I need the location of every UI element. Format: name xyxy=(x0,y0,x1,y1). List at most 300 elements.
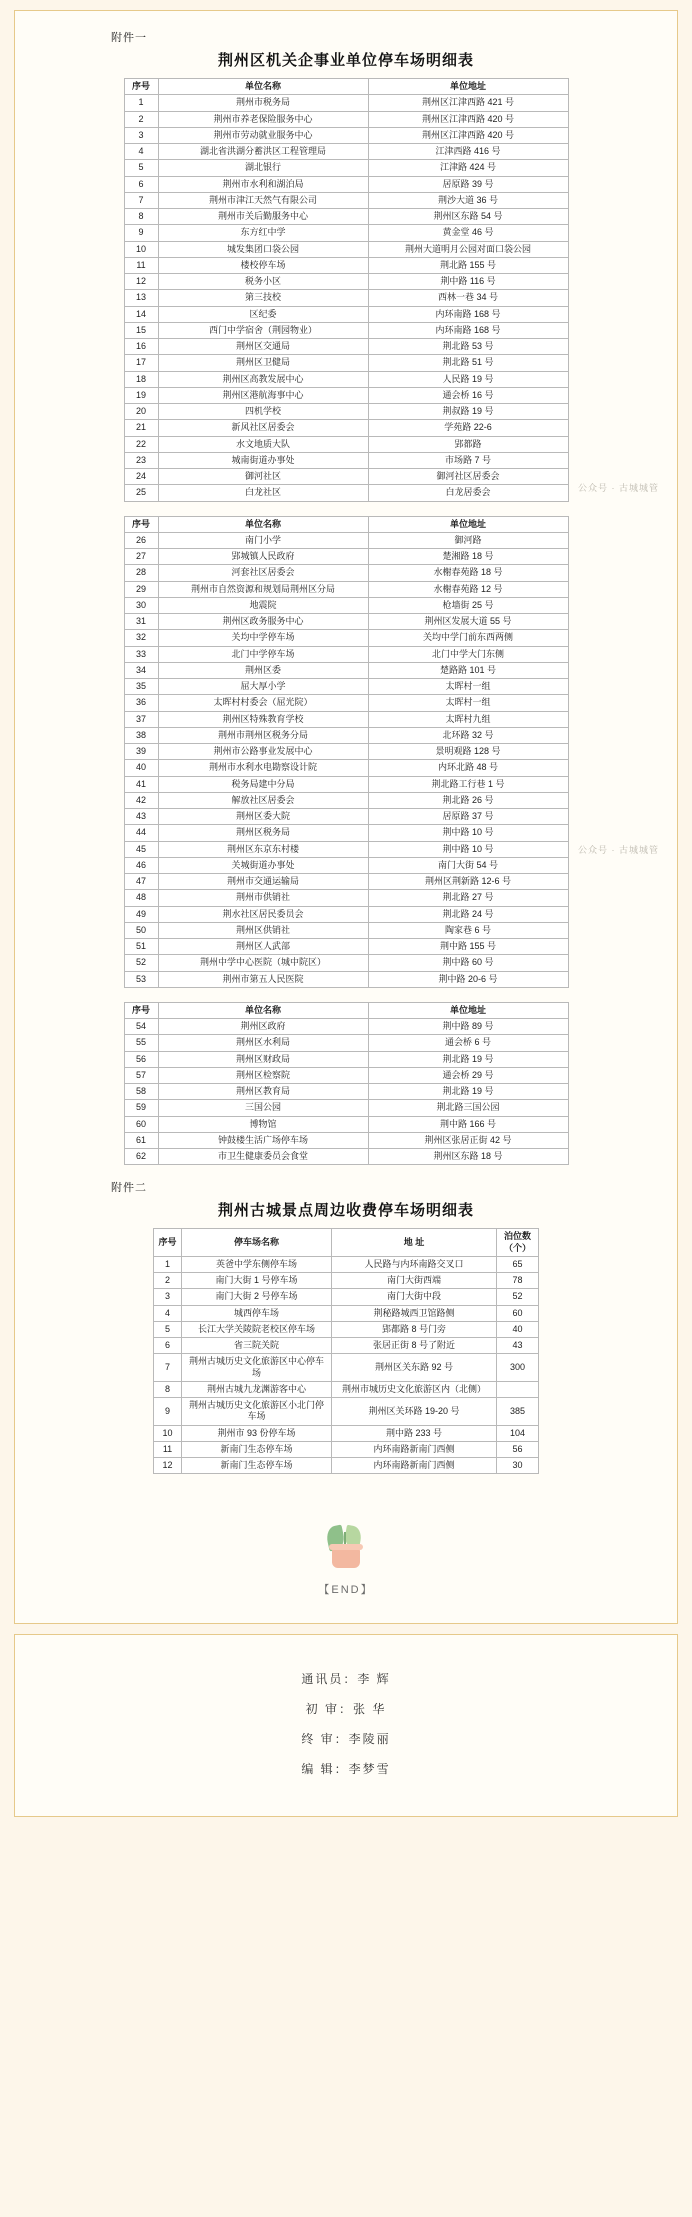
table-cell: 南门大街西端 xyxy=(332,1273,497,1289)
table-cell: 御河社区 xyxy=(158,469,368,485)
table-cell: 荆中路 166 号 xyxy=(368,1116,568,1132)
table-row xyxy=(124,597,568,613)
table-cell: 人民路与内环南路交叉口 xyxy=(332,1256,497,1272)
parking-table-1 xyxy=(124,78,569,502)
table-row xyxy=(124,469,568,485)
table-cell: 荆州古城九龙渊游客中心 xyxy=(182,1381,332,1397)
table-cell: 居原路 39 号 xyxy=(368,176,568,192)
credit-line xyxy=(15,1730,677,1747)
table-cell: 43 xyxy=(497,1338,539,1354)
table-cell: 48 xyxy=(124,890,158,906)
table-cell: 荆水社区居民委员会 xyxy=(158,906,368,922)
table-cell: 6 xyxy=(154,1338,182,1354)
table-cell: 荆中路 116 号 xyxy=(368,274,568,290)
table-cell: 关均中学停车场 xyxy=(158,630,368,646)
table-cell: 9 xyxy=(154,1398,182,1426)
table4-block xyxy=(33,1228,659,1474)
table-cell: 长江大学关陵院老校区停车场 xyxy=(182,1321,332,1337)
table-cell: 8 xyxy=(124,209,158,225)
table-cell: 10 xyxy=(124,241,158,257)
table-row xyxy=(154,1289,539,1305)
table-row xyxy=(124,662,568,678)
table-cell: 61 xyxy=(124,1132,158,1148)
table-row xyxy=(124,614,568,630)
table-cell: 郢城镇人民政府 xyxy=(158,549,368,565)
table-cell: 黄金堂 46 号 xyxy=(368,225,568,241)
table-cell: 御河社区居委会 xyxy=(368,469,568,485)
table-cell: 太晖村一组 xyxy=(368,695,568,711)
table-cell: 荆州市交通运输局 xyxy=(158,874,368,890)
table-row xyxy=(154,1338,539,1354)
table-cell: 7 xyxy=(124,192,158,208)
col-unit-address: 单位地址 xyxy=(368,79,568,95)
credit-name: 张 华 xyxy=(353,1702,387,1717)
table-cell: 景明观路 128 号 xyxy=(368,744,568,760)
table-cell: 枪墙街 25 号 xyxy=(368,597,568,613)
table-cell: 荆州市劳动就业服务中心 xyxy=(158,127,368,143)
table-cell: 地震院 xyxy=(158,597,368,613)
table-cell: 荆州区江津西路 420 号 xyxy=(368,127,568,143)
table-row xyxy=(124,241,568,257)
table-cell: 荆北路 19 号 xyxy=(368,1051,568,1067)
table-cell: 通会桥 16 号 xyxy=(368,387,568,403)
table-row xyxy=(124,760,568,776)
table-row xyxy=(124,192,568,208)
col-spaces: 泊位数（个） xyxy=(497,1229,539,1257)
table-cell: 荆州古城历史文化旅游区小北门停车场 xyxy=(182,1398,332,1426)
table-cell: 56 xyxy=(497,1441,539,1457)
table-cell: 13 xyxy=(124,290,158,306)
table-cell: 10 xyxy=(154,1425,182,1441)
table-cell: 荆州市城历史文化旅游区内（北侧） xyxy=(332,1381,497,1397)
table-row xyxy=(124,679,568,695)
table-cell: 荆北路 19 号 xyxy=(368,1084,568,1100)
table-cell: 西林一巷 34 号 xyxy=(368,290,568,306)
table-cell: 水文地质大队 xyxy=(158,436,368,452)
table-cell: 内环南路新南门西侧 xyxy=(332,1441,497,1457)
table-cell: 荆州区交通局 xyxy=(158,339,368,355)
table-cell: 16 xyxy=(124,339,158,355)
credit-name: 李 辉 xyxy=(357,1672,391,1687)
table-cell: 54 xyxy=(124,1019,158,1035)
table-cell: 27 xyxy=(124,549,158,565)
table-cell: 荆州区检察院 xyxy=(158,1067,368,1083)
table-row xyxy=(124,565,568,581)
table-cell: 50 xyxy=(124,922,158,938)
table-cell: 47 xyxy=(124,874,158,890)
table-row xyxy=(124,1067,568,1083)
table-cell: 51 xyxy=(124,939,158,955)
credit-name: 李梦雪 xyxy=(348,1762,391,1777)
table3-block xyxy=(33,1002,659,1166)
table-cell: 12 xyxy=(154,1458,182,1474)
table-cell: 荆秘路城西卫馆路侧 xyxy=(332,1305,497,1321)
table-row xyxy=(124,1132,568,1148)
table-cell: 12 xyxy=(124,274,158,290)
table-cell: 40 xyxy=(124,760,158,776)
table-cell: 荆州区东路 54 号 xyxy=(368,209,568,225)
table-row xyxy=(124,1116,568,1132)
table-cell: 17 xyxy=(124,355,158,371)
table-cell: 300 xyxy=(497,1354,539,1382)
table-cell: 内环北路 48 号 xyxy=(368,760,568,776)
table-row xyxy=(124,404,568,420)
table-cell: 荆沙大道 36 号 xyxy=(368,192,568,208)
table-row xyxy=(124,711,568,727)
table-cell: 江津西路 416 号 xyxy=(368,144,568,160)
table-cell: 32 xyxy=(124,630,158,646)
table-cell: 荆北路三国公园 xyxy=(368,1100,568,1116)
table-cell: 北门中学大门东侧 xyxy=(368,646,568,662)
table-row xyxy=(124,274,568,290)
table-header-row xyxy=(124,1002,568,1018)
table-cell: 湖北省洪湖分蓄洪区工程管理局 xyxy=(158,144,368,160)
end-area xyxy=(33,1488,659,1603)
table-row xyxy=(124,939,568,955)
table-cell: 荆州区张居正街 42 号 xyxy=(368,1132,568,1148)
table-row xyxy=(154,1305,539,1321)
table-row xyxy=(124,841,568,857)
table-cell: 1 xyxy=(154,1256,182,1272)
table-row xyxy=(154,1321,539,1337)
table-cell: 26 xyxy=(124,532,158,548)
table-row xyxy=(124,95,568,111)
table-row xyxy=(124,306,568,322)
table-cell: 荆州区财政局 xyxy=(158,1051,368,1067)
table-cell: 市卫生健康委员会食堂 xyxy=(158,1149,368,1165)
table-row xyxy=(124,1051,568,1067)
table-cell: 白龙社区 xyxy=(158,485,368,501)
table-row xyxy=(154,1398,539,1426)
table-cell: 荆中路 89 号 xyxy=(368,1019,568,1035)
table-cell: 三国公园 xyxy=(158,1100,368,1116)
table1-block xyxy=(33,78,659,502)
table-cell: 44 xyxy=(124,825,158,841)
table-cell: 太晖村九组 xyxy=(368,711,568,727)
table-row xyxy=(154,1354,539,1382)
col-unit-name: 单位名称 xyxy=(158,516,368,532)
table-cell: 荆州大道明月公园对面口袋公园 xyxy=(368,241,568,257)
table-cell: 通会桥 6 号 xyxy=(368,1035,568,1051)
table-cell: 南门大街 54 号 xyxy=(368,857,568,873)
table-row xyxy=(124,581,568,597)
table-cell: 23 xyxy=(124,452,158,468)
table-cell: 30 xyxy=(124,597,158,613)
table-cell: 市场路 7 号 xyxy=(368,452,568,468)
table-cell: 15 xyxy=(124,322,158,338)
table-cell: 内环南路 168 号 xyxy=(368,322,568,338)
table-cell: 5 xyxy=(154,1321,182,1337)
col-index: 序号 xyxy=(124,1002,158,1018)
table-cell: 河套社区居委会 xyxy=(158,565,368,581)
table-row xyxy=(124,127,568,143)
table-row xyxy=(124,225,568,241)
attachment1-title: 荆州区机关企事业单位停车场明细表 xyxy=(217,52,474,69)
table-row xyxy=(154,1256,539,1272)
credit-line xyxy=(15,1760,677,1777)
table-row xyxy=(124,1035,568,1051)
table-cell: 22 xyxy=(124,436,158,452)
table-row xyxy=(124,695,568,711)
table-row xyxy=(124,355,568,371)
table-row xyxy=(124,420,568,436)
table-cell: 北门中学停车场 xyxy=(158,646,368,662)
table-cell: 水榭春苑路 12 号 xyxy=(368,581,568,597)
table-row xyxy=(154,1381,539,1397)
table-row xyxy=(124,160,568,176)
table2-block xyxy=(33,516,659,988)
table-cell: 65 xyxy=(497,1256,539,1272)
table-cell: 北环路 32 号 xyxy=(368,727,568,743)
table-row xyxy=(124,339,568,355)
table-cell: 3 xyxy=(124,127,158,143)
table-cell: 28 xyxy=(124,565,158,581)
table-cell: 税务局建中分局 xyxy=(158,776,368,792)
table-cell: 35 xyxy=(124,679,158,695)
table-cell: 荆州区委 xyxy=(158,662,368,678)
table-row xyxy=(124,857,568,873)
table-cell: 4 xyxy=(124,144,158,160)
col-lot-name: 停车场名称 xyxy=(182,1229,332,1257)
table-cell: 385 xyxy=(497,1398,539,1426)
table-cell: 南门大街中段 xyxy=(332,1289,497,1305)
table-cell: 荆州区教育局 xyxy=(158,1084,368,1100)
table-cell: 白龙居委会 xyxy=(368,485,568,501)
table-cell: 太晖村一组 xyxy=(368,679,568,695)
table-cell: 5 xyxy=(124,160,158,176)
table-cell xyxy=(497,1381,539,1397)
table-cell: 东方红中学 xyxy=(158,225,368,241)
table-cell: 荆州市水利水电勘察设计院 xyxy=(158,760,368,776)
table-row xyxy=(124,532,568,548)
parking-table-2 xyxy=(124,516,569,988)
table-cell: 荆中路 60 号 xyxy=(368,955,568,971)
table-cell: 25 xyxy=(124,485,158,501)
table-cell: 43 xyxy=(124,809,158,825)
table-cell: 荆州区卫健局 xyxy=(158,355,368,371)
table-cell: 40 xyxy=(497,1321,539,1337)
table-cell: 36 xyxy=(124,695,158,711)
table-cell: 荆中路 10 号 xyxy=(368,825,568,841)
table-cell: 荆州市第五人民医院 xyxy=(158,971,368,987)
table-cell: 四机学校 xyxy=(158,404,368,420)
table-cell: 新南门生态停车场 xyxy=(182,1441,332,1457)
table-cell: 78 xyxy=(497,1273,539,1289)
table-row xyxy=(124,776,568,792)
table-cell: 荆州市荆州区税务分局 xyxy=(158,727,368,743)
table-cell: 荆州区关东路 92 号 xyxy=(332,1354,497,1382)
watermark-1: 公众号 · 古城城管 xyxy=(578,483,659,493)
table-cell: 楼校停车场 xyxy=(158,257,368,273)
table-header-row xyxy=(124,516,568,532)
table-row xyxy=(124,549,568,565)
table-cell: 荆州区高教发展中心 xyxy=(158,371,368,387)
table-cell: 2 xyxy=(154,1273,182,1289)
table-cell: 41 xyxy=(124,776,158,792)
table-cell: 45 xyxy=(124,841,158,857)
table-cell: 第三技校 xyxy=(158,290,368,306)
table-row xyxy=(124,646,568,662)
table-cell: 7 xyxy=(154,1354,182,1382)
table-row xyxy=(124,144,568,160)
table-cell: 19 xyxy=(124,387,158,403)
table-cell: 人民路 19 号 xyxy=(368,371,568,387)
table-row xyxy=(124,630,568,646)
table-row xyxy=(124,906,568,922)
table-cell: 关均中学门前东西两侧 xyxy=(368,630,568,646)
table-cell: 内环南路 168 号 xyxy=(368,306,568,322)
table-cell: 南门大街 2 号停车场 xyxy=(182,1289,332,1305)
table-cell: 荆州区特殊教育学校 xyxy=(158,711,368,727)
table-cell: 荆州区东路 18 号 xyxy=(368,1149,568,1165)
table-cell: 郢都路 8 号门旁 xyxy=(332,1321,497,1337)
table-cell: 荆州区税务局 xyxy=(158,825,368,841)
table-cell: 42 xyxy=(124,792,158,808)
table-cell: 荆州市关后勤服务中心 xyxy=(158,209,368,225)
table-row xyxy=(154,1458,539,1474)
table-row xyxy=(124,485,568,501)
table-row xyxy=(124,1149,568,1165)
credit-line xyxy=(15,1670,677,1687)
table-cell: 荆中路 155 号 xyxy=(368,939,568,955)
table-cell: 城西停车场 xyxy=(182,1305,332,1321)
col-unit-name: 单位名称 xyxy=(158,79,368,95)
table-cell: 南门大街 1 号停车场 xyxy=(182,1273,332,1289)
table-header-row xyxy=(124,79,568,95)
table-cell: 关城街道办事处 xyxy=(158,857,368,873)
table-cell: 楚路路 101 号 xyxy=(368,662,568,678)
table-cell: 省三院关院 xyxy=(182,1338,332,1354)
table-cell: 太晖村村委会（屈光院） xyxy=(158,695,368,711)
attachment2-label: 附件二 xyxy=(111,1182,147,1195)
table-row xyxy=(124,176,568,192)
table-cell: 60 xyxy=(497,1305,539,1321)
table-cell: 荆北路 24 号 xyxy=(368,906,568,922)
table-row xyxy=(124,874,568,890)
table-row xyxy=(124,436,568,452)
table-cell: 区纪委 xyxy=(158,306,368,322)
potted-plant-icon xyxy=(323,1514,369,1568)
table-cell: 居原路 37 号 xyxy=(368,809,568,825)
table-cell: 11 xyxy=(154,1441,182,1457)
table-cell: 解放社区居委会 xyxy=(158,792,368,808)
col-index: 序号 xyxy=(124,79,158,95)
table-row xyxy=(124,727,568,743)
table-row xyxy=(154,1441,539,1457)
table-cell: 荆州区人武部 xyxy=(158,939,368,955)
table-row xyxy=(124,1084,568,1100)
table-cell: 3 xyxy=(154,1289,182,1305)
table-row xyxy=(124,922,568,938)
attachment-section xyxy=(14,10,678,1624)
table-cell: 城发集团口袋公园 xyxy=(158,241,368,257)
table-cell: 52 xyxy=(124,955,158,971)
table-cell: 37 xyxy=(124,711,158,727)
table-cell: 荆北路 155 号 xyxy=(368,257,568,273)
table-cell: 29 xyxy=(124,581,158,597)
table-cell: 4 xyxy=(154,1305,182,1321)
table-cell: 新南门生态停车场 xyxy=(182,1458,332,1474)
table-cell: 2 xyxy=(124,111,158,127)
table-cell: 60 xyxy=(124,1116,158,1132)
table-cell: 西门中学宿舍（荆园物业） xyxy=(158,322,368,338)
table-cell: 57 xyxy=(124,1067,158,1083)
table-cell: 荆北路 53 号 xyxy=(368,339,568,355)
table-cell: 郢都路 xyxy=(368,436,568,452)
table-cell: 20 xyxy=(124,404,158,420)
parking-table-3 xyxy=(124,1002,569,1166)
table-cell: 荆州市水利和湖泊局 xyxy=(158,176,368,192)
col-address: 地 址 xyxy=(332,1229,497,1257)
credit-role: 终 审： xyxy=(301,1732,349,1747)
table-row xyxy=(124,792,568,808)
table-cell: 税务小区 xyxy=(158,274,368,290)
table-row xyxy=(124,371,568,387)
table-cell: 33 xyxy=(124,646,158,662)
table-cell: 荆州区政府 xyxy=(158,1019,368,1035)
table-cell: 御河路 xyxy=(368,532,568,548)
table-row xyxy=(124,257,568,273)
table-cell: 30 xyxy=(497,1458,539,1474)
table-cell: 6 xyxy=(124,176,158,192)
table-cell: 荆州古城历史文化旅游区中心停车场 xyxy=(182,1354,332,1382)
table-cell: 52 xyxy=(497,1289,539,1305)
table-cell: 南门小学 xyxy=(158,532,368,548)
table-header-row xyxy=(154,1229,539,1257)
table-cell: 荆州区关环路 19-20 号 xyxy=(332,1398,497,1426)
table-cell: 荆叔路 19 号 xyxy=(368,404,568,420)
table-row xyxy=(124,744,568,760)
table-row xyxy=(154,1425,539,1441)
table-cell: 荆州市公路事业发展中心 xyxy=(158,744,368,760)
watermark-2: 公众号 · 古城城管 xyxy=(578,845,659,855)
table-cell: 荆中路 20-6 号 xyxy=(368,971,568,987)
table-cell: 湖北银行 xyxy=(158,160,368,176)
table-cell: 荆北路 27 号 xyxy=(368,890,568,906)
table-cell: 59 xyxy=(124,1100,158,1116)
credit-name: 李陵丽 xyxy=(348,1732,391,1747)
table-row xyxy=(124,971,568,987)
credits-section xyxy=(14,1634,678,1817)
table-cell: 8 xyxy=(154,1381,182,1397)
table-cell: 55 xyxy=(124,1035,158,1051)
table-cell: 荆州市供销社 xyxy=(158,890,368,906)
table-cell: 荆北路 51 号 xyxy=(368,355,568,371)
table-row xyxy=(124,809,568,825)
table-cell: 14 xyxy=(124,306,158,322)
table-cell: 荆州市津江天然气有限公司 xyxy=(158,192,368,208)
table-cell: 荆州区发展大道 55 号 xyxy=(368,614,568,630)
end-label: 【END】 xyxy=(318,1584,374,1597)
table-cell: 荆州市自然资源和规划局荆州区分局 xyxy=(158,581,368,597)
attachment1-label: 附件一 xyxy=(111,32,147,44)
table-cell: 荆州市税务局 xyxy=(158,95,368,111)
table-cell: 内环南路新南门西侧 xyxy=(332,1458,497,1474)
table-cell: 46 xyxy=(124,857,158,873)
table-cell: 钟鼓楼生活广场停车场 xyxy=(158,1132,368,1148)
credit-role: 初 审： xyxy=(305,1702,353,1717)
table-cell: 荆州区水利局 xyxy=(158,1035,368,1051)
table-cell: 江津路 424 号 xyxy=(368,160,568,176)
table-cell: 104 xyxy=(497,1425,539,1441)
table-row xyxy=(154,1273,539,1289)
table-cell: 新风社区居委会 xyxy=(158,420,368,436)
table-cell: 荆州区江津西路 420 号 xyxy=(368,111,568,127)
scenic-parking-table xyxy=(153,1228,539,1474)
table-row xyxy=(124,111,568,127)
table-cell: 荆州市 93 份停车场 xyxy=(182,1425,332,1441)
table-row xyxy=(124,825,568,841)
